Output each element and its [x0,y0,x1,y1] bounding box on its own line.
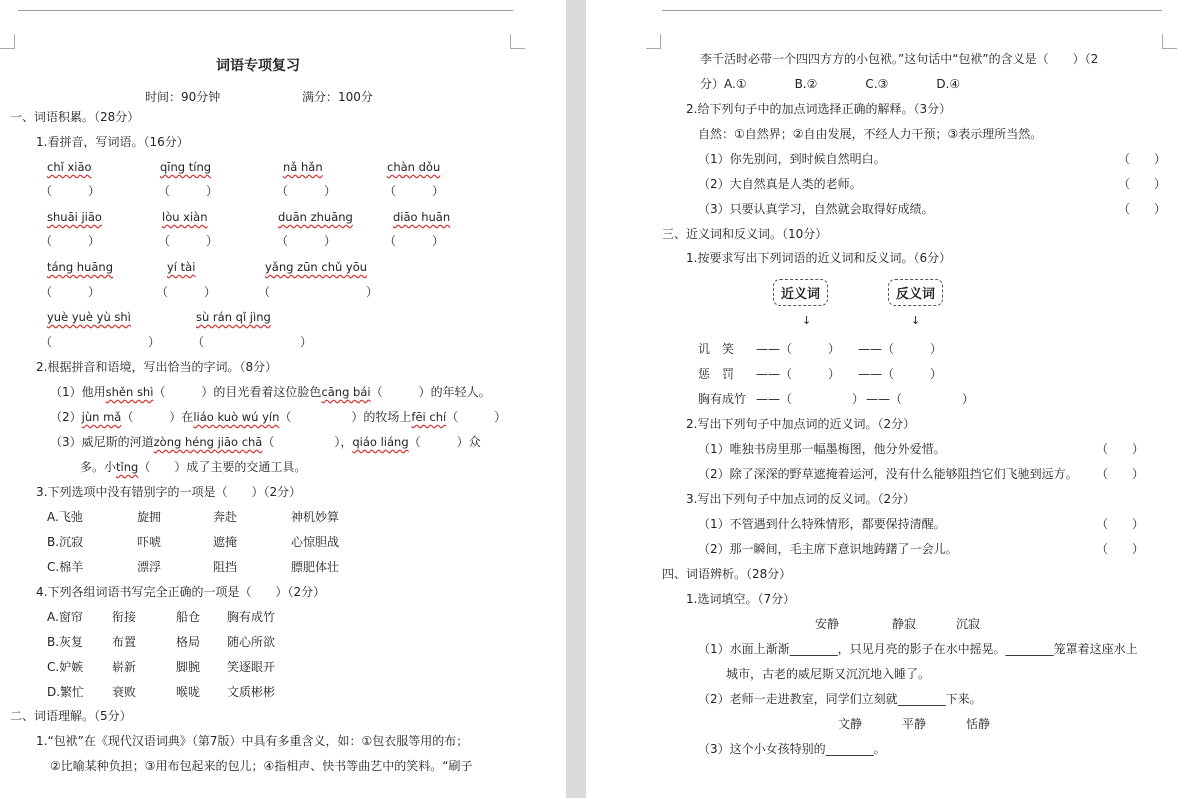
answer-blank[interactable]: （ ） [1096,442,1145,456]
exam-score: 满分：100分 [302,90,373,104]
option-word: 膘肥体壮 [291,560,340,574]
antonym-box: 反义词 [888,279,943,306]
section-1-heading: 一、词语积累。（28分） [10,110,140,124]
option-word: 心惊胆战 [291,535,340,549]
option-word: 崭新 [112,660,137,674]
answer-blank[interactable]: （ ） [158,184,219,198]
section-3-question-2: 2.写出下列句子中加点词的近义词。（2分） [686,417,916,431]
synonym-blank[interactable]: ——（ ） [756,367,841,381]
pinyin-item: shuāi jiāo [47,210,102,224]
fill-sentence-2: （2）jùn mǎ（ ）在liáo kuò wú yín（ ）的牧场上fēi chí（ ） [50,410,507,424]
pinyin-item: táng huāng [47,260,114,274]
pinyin-item: yí tài [167,260,196,274]
section-2-heading: 二、词语理解。（5分） [10,709,132,723]
word-choice: 安静 [815,617,840,631]
option-word: 吓唬 [137,535,162,549]
pinyin-inline: qiáo liáng [352,435,409,449]
sentence-item: （2）那一瞬间，毛主席下意识地踌躇了一会儿。 [698,542,958,556]
section-4-question-1: 1.选词填空。（7分） [686,592,796,606]
fill-sentence: （3）这个小女孩特别的________。 [698,742,886,756]
antonym-blank[interactable]: ——（ ） [858,367,943,381]
pinyin-item: lòu xiàn [162,210,208,224]
fill-sentence-3-cont: 多。小tǐng（ ）成了主要的交通工具。 [80,460,307,474]
word-item: 惩 罚 [698,367,735,381]
section-2-question-2: 2.给下列句子中的加点词选择正确的解释。（3分） [686,102,952,116]
choice-options: 分）A.① B.② C.③ D.④ [700,77,961,91]
option-word: 船仓 [176,610,201,624]
answer-blank[interactable]: （ ） [156,285,217,299]
option-word: 布置 [112,635,137,649]
word-item: 胸有成竹 [698,392,747,406]
option-b[interactable]: B.沉寂 [47,535,84,549]
option-word: 衔接 [112,610,137,624]
option-word: 喉咙 [176,685,201,699]
synonym-blank[interactable]: ——（ ） [756,342,841,356]
option-word: 脚腕 [176,660,201,674]
answer-blank[interactable]: （ ） [192,335,313,349]
answer-blank[interactable]: （ ） [276,184,337,198]
answer-blank[interactable]: （ ） [1118,202,1167,216]
pinyin-inline: liáo kuò wú yín [193,410,280,424]
pinyin-item: nǎ hǎn [283,160,323,174]
pinyin-inline: fēi chí [411,410,447,424]
option-word: 胸有成竹 [227,610,276,624]
section-3-question-1: 1.按要求写出下列词语的近义词和反义词。（6分） [686,251,952,265]
page-title: 词语专项复习 [216,58,300,74]
option-word: 旋拥 [137,510,162,524]
fill-sentence-3: （3）威尼斯的河道zòng héng jiāo chā（ ），qiáo liáng（ ）众 [50,435,481,449]
antonym-blank[interactable]: ——（ ） [866,392,975,406]
question-1-3: 3.下列选项中没有错别字的一项是（ ）（2分） [36,485,302,499]
pinyin-item: sù rán qǐ jìng [196,310,271,324]
sentence-item: （3）只要认真学习，自然就会取得好成绩。 [698,202,934,216]
pinyin-inline: shěn shì [105,385,154,399]
arrow-down-icon: ↓ [802,314,812,327]
answer-blank[interactable]: （ ） [384,234,445,248]
pinyin-item: qīng tíng [160,160,212,174]
question-1-1: 1.看拼音，写词语。（16分） [36,135,189,149]
pinyin-item: yǎng zūn chǔ yōu [265,260,368,274]
option-word: 随心所欲 [227,635,276,649]
synonym-box: 近义词 [773,279,828,306]
corner-mark [646,34,661,49]
option-word: 漂浮 [137,560,162,574]
pinyin-item: duān zhuāng [278,210,353,224]
option-word: 奔赴 [213,510,238,524]
fill-sentence-cont: 城市，古老的威尼斯又沉沉地入睡了。 [726,667,931,681]
answer-blank[interactable]: （ ） [276,234,337,248]
pinyin-inline: zòng héng jiāo chā [153,435,263,449]
answer-blank[interactable]: （ ） [40,285,101,299]
corner-mark [0,34,15,49]
exam-time: 时间：90分钟 [145,90,221,104]
answer-blank[interactable]: （ ） [384,184,445,198]
definition-line: 自然：①自然界；②自由发展，不经人力干预；③表示理所当然。 [698,127,1043,141]
option-c[interactable]: C.棉羊 [47,560,84,574]
page-right [586,0,1181,798]
section-3-heading: 三、近义词和反义词。（10分） [662,227,828,241]
section-4-heading: 四、词语辨析。（28分） [662,567,792,581]
pinyin-item: chàn dǒu [387,160,441,174]
pinyin-inline: cāng bái [321,385,371,399]
fill-sentence-1: （1）他用shěn shì（ ）的目光看着这位脸色cāng bái（ ）的年轻人。 [50,385,491,399]
pinyin-inline: jùn mǎ [81,410,122,424]
arrow-down-icon: ↓ [911,314,921,327]
answer-blank[interactable]: （ ） [1118,177,1167,191]
option-word: 神机妙算 [291,510,340,524]
option-a[interactable]: A.窗帘 [47,610,83,624]
section-2-question-1: 1.“包袱”在《现代汉语词典》（第7版）中具有多重含义，如：①包衣服等用的布； [36,734,469,748]
answer-blank[interactable]: （ ） [40,234,101,248]
option-word: 文质彬彬 [227,685,276,699]
pinyin-inline: tǐng [116,460,139,474]
answer-blank[interactable]: （ ） [1118,152,1167,166]
option-b[interactable]: B.灰复 [47,635,84,649]
option-c[interactable]: C.妒嫉 [47,660,84,674]
option-word: 阻挡 [213,560,238,574]
corner-mark [510,34,525,49]
sentence-item: （1）你先别问，到时候自然明白。 [698,152,886,166]
answer-blank[interactable]: （ ） [1096,517,1145,531]
pinyin-item: diāo huān [393,210,451,224]
header-line [662,10,1162,11]
antonym-blank[interactable]: ——（ ） [858,342,943,356]
answer-blank[interactable]: （ ） [40,184,101,198]
word-choice: 平静 [902,717,927,731]
sentence-item: （1）不管遇到什么特殊情形，都要保持清醒。 [698,517,946,531]
synonym-blank[interactable]: ——（ ） [756,392,865,406]
page-left [0,0,566,798]
continued-text: 李千活时必带一个四四方方的小包袱。”这句话中“包袱”的含义是（ ）（2 [700,52,1099,66]
question-1-2: 2.根据拼音和语境，写出恰当的字词。（8分） [36,360,278,374]
fill-sentence: （1）水面上渐渐________，只见月亮的影子在水中摇晃。________笼罩着这座水上 [698,642,1138,656]
word-item: 讥 笑 [698,342,735,356]
word-choice: 沉寂 [956,617,981,631]
option-word: 衰败 [112,685,137,699]
fill-sentence: （2）老师一走进教室，同学们立刻就________下来。 [698,692,982,706]
word-choice: 恬静 [966,717,991,731]
corner-mark [1162,34,1177,49]
sentence-item: （2）大自然真是人类的老师。 [698,177,862,191]
pinyin-item: yuè yuè yù shì [47,310,131,324]
sentence-item: （1）唯独书房里那一幅墨梅图，他分外爱惜。 [698,442,946,456]
section-3-question-3: 3.写出下列句子中加点词的反义词。（2分） [686,492,916,506]
option-word: 格局 [176,635,201,649]
option-word: 笑逐眼开 [227,660,276,674]
question-1-4: 4.下列各组词语书写完全正确的一项是（ ）（2分） [36,585,326,599]
answer-blank[interactable]: （ ） [1096,542,1145,556]
answer-blank[interactable]: （ ） [1096,467,1145,481]
word-choice: 文静 [838,717,863,731]
pinyin-item: chǐ xiāo [47,160,92,174]
sentence-item: （2）除了深深的野草遮掩着运河，没有什么能够阻挡它们飞驰到远方。 [698,467,1078,481]
answer-blank[interactable]: （ ） [258,285,379,299]
word-choice: 静寂 [892,617,917,631]
answer-blank[interactable]: （ ） [40,335,161,349]
section-2-question-1-cont: ②比喻某种负担；③用布包起来的包儿；④指相声、快书等曲艺中的笑料。“刷子 [50,759,473,773]
option-d[interactable]: D.繁忙 [47,685,85,699]
header-line [18,10,513,11]
option-word: 遮掩 [213,535,238,549]
answer-blank[interactable]: （ ） [158,234,219,248]
option-a[interactable]: A.飞弛 [47,510,83,524]
